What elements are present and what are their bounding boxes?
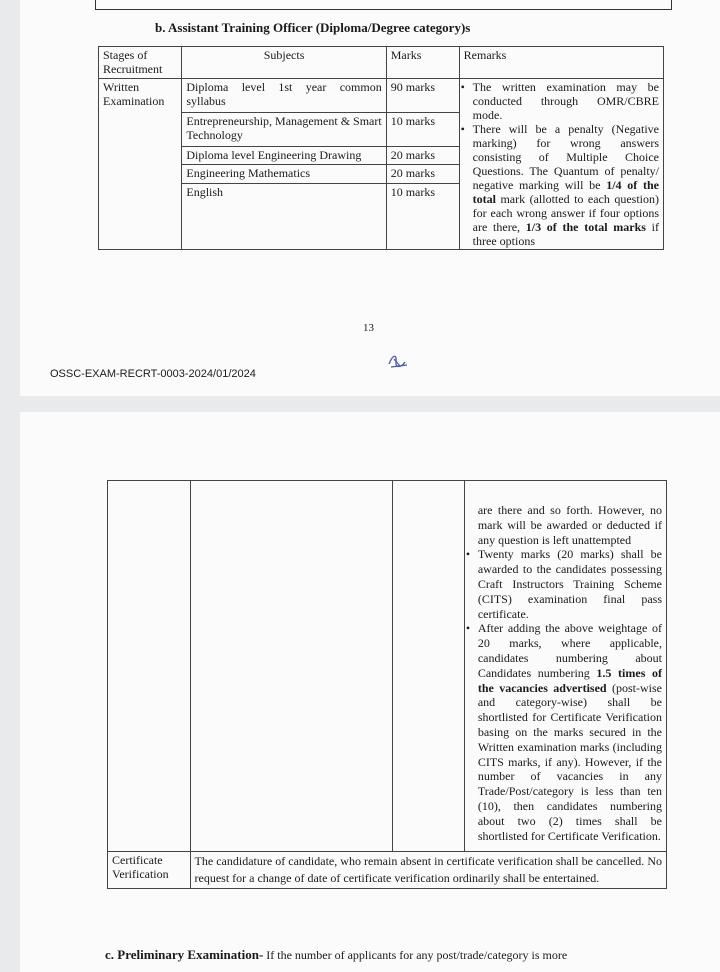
subject-cell: Engineering Mathematics <box>182 165 386 184</box>
header-subjects: Subjects <box>182 47 386 79</box>
remark-continuation: are there and so forth. However, no mark will be awarded or deducted if any question is left unattempted <box>477 503 662 547</box>
document-page-13 <box>20 0 720 396</box>
previous-table-edge <box>95 0 672 10</box>
subject-cell: Entrepreneurship, Management & Smart Technology <box>182 112 386 146</box>
stage-written: Written Examination <box>99 79 182 250</box>
cv-description: The candidature of candidate, who remain absent in certificate verification shall be cancelled. No request for a change of date of certificate verification ordinarily shall be entertained. <box>190 852 667 889</box>
marks-cell: 20 marks <box>386 146 459 165</box>
remarks-cell <box>459 79 663 250</box>
marks-cell: 10 marks <box>386 184 459 250</box>
exam-pattern-table <box>98 46 664 250</box>
remark-penalty: • There will be a penalty (Negative marking) for wrong answers consisting of Multiple Choice Questions. The Quantum of penalty/ negative marking will be 1/4 of the total mark (allotted to each question) for each wrong answer if four options are there, 1/3 of the total marks if three options <box>464 122 659 248</box>
marks-cell: 10 marks <box>386 112 459 146</box>
remark-cits: • Twenty marks (20 marks) shall be awarded to the candidates possessing Craft Instructors Training Scheme (CITS) examination final pass certificate. <box>469 547 662 621</box>
stage-certificate-verification: Certificate Verification <box>108 852 191 889</box>
empty-marks-cell <box>392 481 464 852</box>
signature-mark <box>385 350 411 372</box>
empty-stage-cell <box>108 481 191 852</box>
remark-omr: • The written examination may be conducted through OMR/CBRE mode. <box>464 80 659 122</box>
exam-pattern-table-continued <box>107 480 667 889</box>
remarks-continued-cell <box>464 481 666 852</box>
page-number: 13 <box>363 322 374 334</box>
document-footer-code: OSSC-EXAM-RECRT-0003-2024/01/2024 <box>50 368 256 380</box>
marks-cell: 90 marks <box>386 79 459 113</box>
header-remarks: Remarks <box>459 47 663 79</box>
subject-cell: Diploma level 1st year common syllabus <box>182 79 386 113</box>
document-page-14 <box>20 412 720 972</box>
section-heading: b. Assistant Training Officer (Diploma/Degree category)s <box>155 20 471 35</box>
header-marks: Marks <box>386 47 459 79</box>
subject-cell: Diploma level Engineering Drawing <box>182 146 386 165</box>
header-stages: Stages of Recruitment <box>99 47 182 79</box>
remark-shortlisting: • After adding the above weightage of 20 marks, where applicable, candidates numbering about Candidates numbering 1.5 times of the vacancies advertised (post-wise and category-wise) shall be shortlisted for Certificate Verification basing on the marks secured in the Written examination marks (including CITS marks, if any). However, if the number of vacancies in any Trade/Post/category is less than ten (10), then candidates numbering about two (2) times shall be shortlisted for Certificate Verification. <box>469 621 662 843</box>
next-section-heading: c. Preliminary Examination- If the number of applicants for any post/trade/category is more <box>105 947 568 962</box>
empty-subject-cell <box>190 481 392 852</box>
subject-cell: English <box>182 184 386 250</box>
marks-cell: 20 marks <box>386 165 459 184</box>
